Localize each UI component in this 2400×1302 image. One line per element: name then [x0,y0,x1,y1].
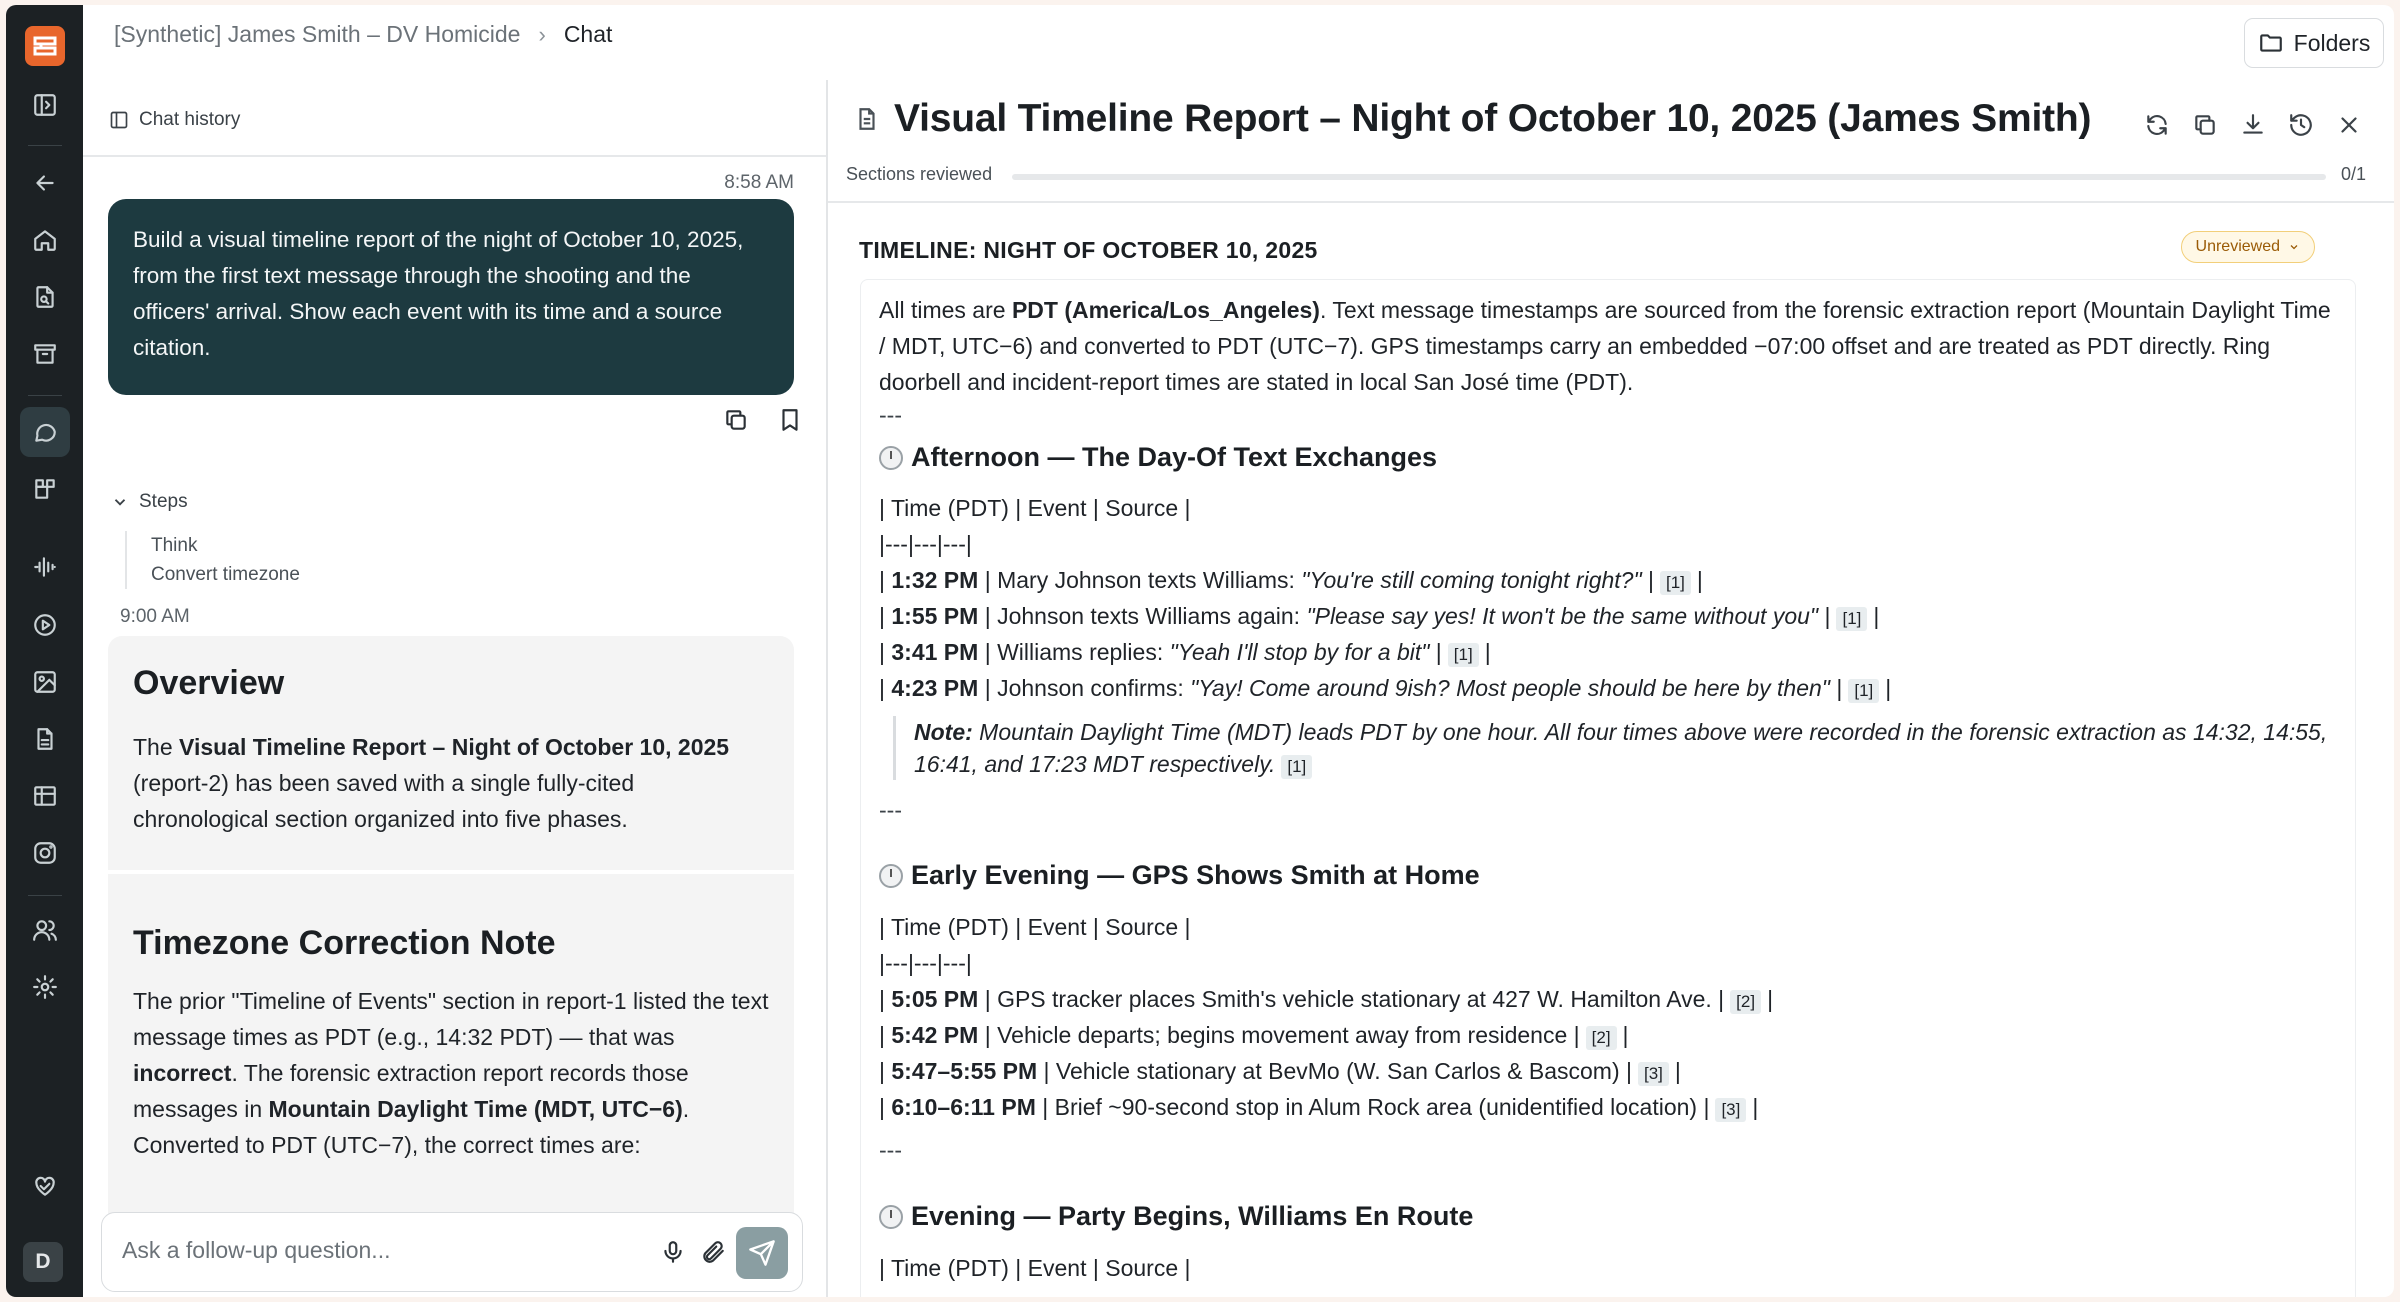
phase-heading: Afternoon — The Day-Of Text Exchanges [879,442,2337,473]
report-header-divider [828,201,2394,203]
chevron-down-icon [2288,241,2300,253]
file-text-icon[interactable] [20,714,70,764]
message-actions [723,407,803,433]
app-logo[interactable] [25,26,65,66]
audio-waveform-icon[interactable] [20,542,70,592]
report-title-row [854,97,2091,141]
citation-link[interactable]: [3] [1715,1098,1746,1122]
answer-divider [108,870,794,874]
sections-reviewed-label: Sections reviewed [846,164,993,184]
review-progress-bar [1012,174,2326,180]
home-icon[interactable] [20,215,70,265]
timezone-section [133,924,773,1163]
clock-icon [879,446,903,470]
table-rule-row: |---|---|---| [879,531,972,557]
chat-history-label: Chat history [139,109,241,130]
horizontal-rule: --- [879,797,902,823]
timeline-row: | 5:05 PM | GPS tracker places Smith's vehicle stationary at 427 W. Hamilton Ave. | [2] | [879,986,1774,1012]
breadcrumb-separator: › [538,21,546,47]
report-title: Visual Timeline Report – Night of October 10, 2025 (James Smith) [894,97,2092,140]
back-arrow-icon[interactable] [20,158,70,208]
sections-reviewed-count: 0/1 [2340,164,2366,184]
follow-up-input[interactable]: Ask a follow-up question... [122,1237,391,1263]
timeline-row: | 1:32 PM | Mary Johnson texts Williams: "You're still coming tonight right?" | [1] | [879,567,1703,593]
timeline-row: | 3:41 PM | Williams replies: "Yeah I'll stop by for a bit" | [1] | [879,639,1491,665]
sections-reviewed [846,164,2366,194]
document-search-icon[interactable] [20,272,70,322]
step-item: Convert timezone [151,564,300,585]
users-icon[interactable] [20,905,70,955]
folders-button[interactable] [2244,18,2384,68]
phase-heading: Early Evening — GPS Shows Smith at Home [879,860,2337,891]
rail-divider [28,895,62,896]
refresh-icon[interactable] [2144,112,2170,138]
left-rail [6,5,83,1297]
citation-link[interactable]: [1] [1281,755,1312,779]
citation-link[interactable]: [1] [1660,571,1691,595]
microphone-icon[interactable] [660,1239,686,1270]
rail-divider [28,395,62,396]
status-badge[interactable] [2181,231,2315,263]
folders-button-label: Folders [2293,29,2371,56]
assistant-answer [108,636,794,1262]
chevron-down-icon [111,493,129,511]
archive-icon[interactable] [20,329,70,379]
horizontal-rule: --- [879,402,902,428]
citation-link[interactable]: [1] [1448,643,1479,667]
paperclip-icon[interactable] [700,1239,726,1270]
close-icon[interactable] [2336,112,2362,138]
steps-label: Steps [139,491,188,512]
copy-icon[interactable] [723,407,749,433]
table-header-row: | Time (PDT) | Event | Source | [879,914,1191,940]
clock-icon [879,864,903,888]
image-icon[interactable] [20,657,70,707]
timeline-row: | 5:42 PM | Vehicle departs; begins movement away from residence | [2] | [879,1022,1629,1048]
chat-icon[interactable] [20,407,70,457]
document-icon [854,106,880,132]
overview-text: The Visual Timeline Report – Night of October 10, 2025 (report-2) has been saved with a single fully-cited chronological section organized into five phases. [133,734,730,832]
play-circle-icon[interactable] [20,600,70,650]
citation-link[interactable]: [2] [1586,1026,1617,1050]
timeline-row: | 4:23 PM | Johnson confirms: "Yay! Come around 9ish? Most people should be here by then" | [1] | [879,675,1892,701]
bookmark-icon[interactable] [777,407,803,433]
chat-header-divider [83,155,827,157]
intro-paragraph: All times are PDT (America/Los_Angeles). Text message timestamps are sourced from the forensic extraction report (Mountain Daylight Time / MDT, UTC−6) and converted to PDT (UTC−7). GPS timestamps carry an embedded −07:00 offset and are treated as PDT directly. Ring doorbell and incident-report times are stated in local San José time (PDT). [879,297,2331,395]
settings-icon[interactable] [20,962,70,1012]
answer-time: 9:00 AM [120,606,190,627]
citation-link[interactable]: [1] [1836,607,1867,631]
chat-history-button[interactable] [109,109,240,131]
report-panel [828,67,2394,1297]
timeline-row: | 5:47–5:55 PM | Vehicle stationary at BevMo (W. San Carlos & Bascom) | [3] | [879,1058,1681,1084]
status-badge-label: Unreviewed [2195,238,2280,255]
table-header-row: | Time (PDT) | Event | Source | [879,1255,1191,1281]
rail-divider [28,145,62,146]
timeline-row: | 1:55 PM | Johnson texts Williams again: "Please say yes! It won't be the same without you" | [1] | [879,603,1880,629]
folder-icon [2258,30,2284,56]
clock-icon [879,1205,903,1229]
user-message-time: 8:58 AM [724,172,794,193]
citation-link[interactable]: [3] [1638,1062,1669,1086]
steps-list [125,531,300,589]
panel-icon [109,110,129,130]
overview-section [133,664,773,837]
send-button[interactable] [736,1227,788,1279]
section-heading: TIMELINE: NIGHT OF OCTOBER 10, 2025 [859,237,1318,263]
breadcrumb-project[interactable]: [Synthetic] James Smith – DV Homicide [114,21,521,47]
table-icon[interactable] [20,771,70,821]
app-window [6,5,2394,1297]
table-rule-row: |---|---|---| [879,950,972,976]
breadcrumb-current: Chat [563,21,613,47]
history-icon[interactable] [2288,112,2314,138]
copy-icon[interactable] [2192,112,2218,138]
citation-link[interactable]: [2] [1730,990,1761,1014]
timeline-row: | 6:10–6:11 PM | Brief ~90-second stop in Alum Rock area (unidentified location) | [3] | [879,1094,1759,1120]
blocks-icon[interactable] [20,464,70,514]
instagram-icon[interactable] [20,828,70,878]
report-toolbar [2144,112,2362,138]
sidebar-toggle-icon[interactable] [20,80,70,130]
step-item: Think [151,535,198,556]
timezone-note: Note: Mountain Daylight Time (MDT) leads PDT by one hour. All four times above were recorded in the forensic extraction as 14:32, 14:55, 16:41, and 17:23 MDT respectively. [1] [893,716,2337,780]
send-icon [748,1239,776,1267]
download-icon[interactable] [2240,112,2266,138]
user-message: Build a visual timeline report of the night of October 10, 2025, from the first text message through the shooting and the officers' arrival. Show each event with its time and a source citation. [108,199,794,395]
horizontal-rule: --- [879,1137,902,1163]
timezone-heading: Timezone Correction Note [133,924,556,962]
composer [101,1212,803,1292]
timezone-text: The prior "Timeline of Events" section in report-1 listed the text message times as PDT (e.g., 14:32 PDT) — that was incorrect. The forensic extraction report records those messages in Mountain Daylight Time (MDT, UTC−6). Converted to PDT (UTC−7), the correct times are: [133,988,769,1158]
steps-toggle[interactable] [111,491,188,513]
top-bar [83,5,2394,67]
chat-panel [83,67,827,1297]
breadcrumb [114,21,612,48]
citation-link[interactable]: [1] [1848,679,1879,703]
table-header-row: | Time (PDT) | Event | Source | [879,495,1191,521]
overview-heading: Overview [133,664,285,702]
phase-heading: Evening — Party Begins, Williams En Route [879,1201,2337,1232]
report-section-body [860,279,2356,1297]
heart-handshake-icon[interactable] [20,1161,70,1211]
user-avatar[interactable]: D [23,1242,63,1282]
